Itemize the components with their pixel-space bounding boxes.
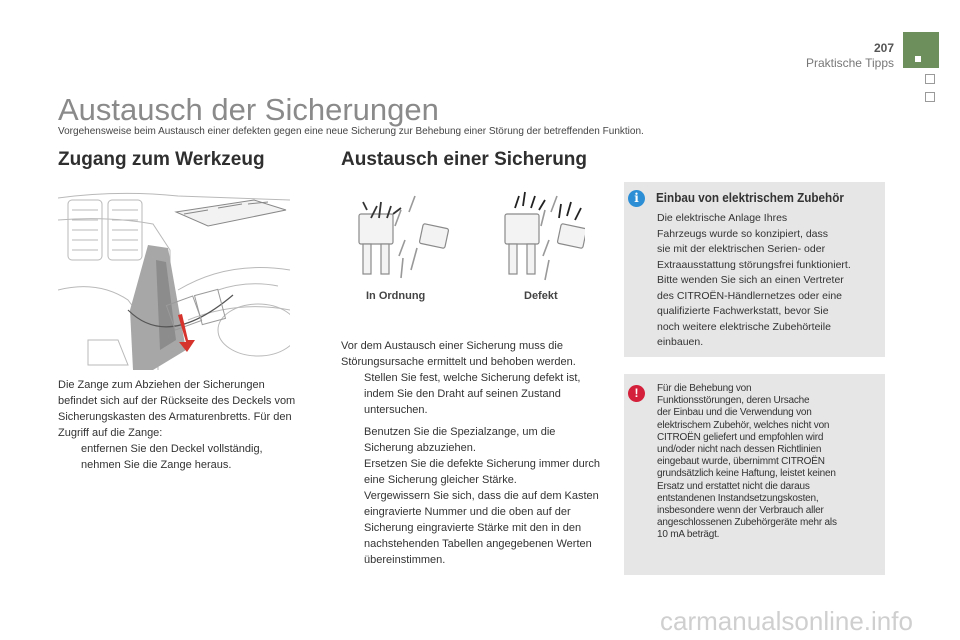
list-item-text: Benutzen Sie die Spezialzange, um die Sicherung abzuziehen. xyxy=(364,426,556,454)
page-number: 207 xyxy=(873,41,894,55)
list-item-text: Vergewissern Sie sich, dass die auf dem Kasten eingravierte Nummer und die oben auf der Sicherung eingravierte Stärke mit den in den nachstehenden Tabellen angegebenen Werten übereinstimmen. xyxy=(364,490,599,566)
caption-fuse-ok: In Ordnung xyxy=(366,290,426,302)
page-subtitle: Vorgehensweise beim Austausch einer defekten gegen eine neue Sicherung zur Behebung einer Störung der betreffenden Funktion. xyxy=(58,126,644,137)
chapter-tab-active[interactable] xyxy=(903,32,939,68)
list-item-text: Ersetzen Sie die defekte Sicherung immer durch eine Sicherung gleicher Stärke. xyxy=(364,458,601,486)
info-box-text: Die elektrische Anlage Ihres Fahrzeugs wurde so konzipiert, dass sie mit der elektrischen Serien- oder Extraausstattung störungsfrei funktioniert. Bitte wenden Sie sich an einen Vertreter des CITROËN-Händlernetzes oder eine qualifizierte Fachwerkstatt, bevor Sie noch weitere elektrische Zubehörteile einbauen. xyxy=(657,212,851,348)
fuse-comparison-illustration xyxy=(345,188,585,284)
caption-fuse-defective: Defekt xyxy=(524,290,558,302)
list-item xyxy=(341,370,603,418)
tool-access-text xyxy=(58,377,298,473)
chapter-tab[interactable] xyxy=(925,92,935,102)
list-item xyxy=(341,424,603,456)
chapter-tab-marker xyxy=(915,56,921,62)
list-item-text: nehmen Sie die Zange heraus. xyxy=(81,459,232,471)
list-item xyxy=(341,488,603,568)
list-item-text: entfernen Sie den Deckel vollständig, xyxy=(81,443,263,455)
tool-access-heading: Zugang zum Werkzeug xyxy=(58,149,265,170)
section-label: Praktische Tipps xyxy=(805,56,894,70)
fuse-replacement-heading: Austausch einer Sicherung xyxy=(341,149,588,170)
fuse-replacement-paragraph: Vor dem Austausch einer Sicherung muss die Störungsursache ermittelt und behoben werden. xyxy=(341,340,576,368)
watermark: carmanualsonline.info xyxy=(660,606,913,636)
info-icon: i xyxy=(628,190,645,207)
list-item-text: Stellen Sie fest, welche Sicherung defekt ist, indem Sie den Draht auf seinen Zustand untersuchen. xyxy=(364,372,581,416)
fuse-replacement-text xyxy=(341,338,603,568)
info-box-title: Einbau von elektrischem Zubehör xyxy=(656,190,844,205)
dashboard-fuse-box-illustration xyxy=(58,190,290,370)
chapter-tab[interactable] xyxy=(925,74,935,84)
list-item xyxy=(58,441,298,457)
warning-box-text: Für die Behebung von Funktionsstörungen, deren Ursache der Einbau und die Verwendung von elektrischem Zubehör, welches nicht von CITROËN geliefert und empfohlen wird und/oder nicht nach dessen Richtlinien eingebaut wurde, übernimmt CITROËN grundsätzlich keine Haftung, leistet keinen Ersatz und erstattet nicht die daraus entstandenen Instandsetzungskosten, insbesondere wenn der Verbrauch aller angeschlossenen Zubehörgeräte mehr als 10 mA beträgt. xyxy=(657,383,837,541)
page-title: Austausch der Sicherungen xyxy=(58,92,439,127)
list-item xyxy=(58,457,298,473)
list-item xyxy=(341,456,603,488)
warning-icon: ! xyxy=(628,385,645,402)
tool-access-paragraph: Die Zange zum Abziehen der Sicherungen befindet sich auf der Rückseite des Deckels vom Sicherungskasten des Armaturenbretts. Für den Zugriff auf die Zange: xyxy=(58,379,296,439)
